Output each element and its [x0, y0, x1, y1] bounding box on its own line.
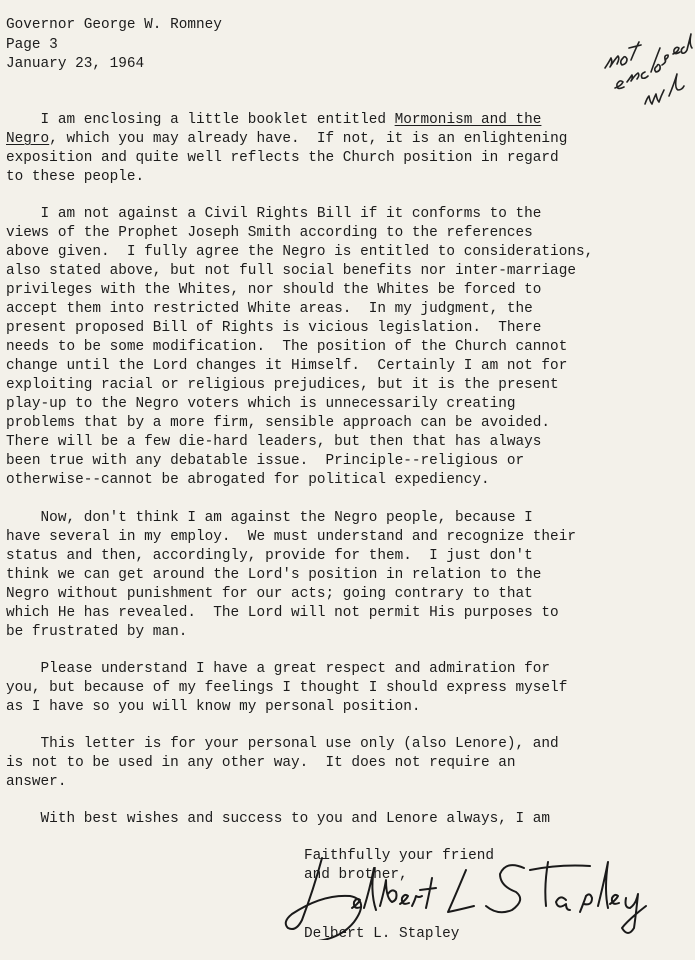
- p1-line-2: [6, 130, 567, 149]
- p2-line-14: been true with any debatable issue. Principle--religious or: [6, 453, 525, 469]
- p1-line-3: exposition and quite well reflects the Church position in regard: [6, 150, 559, 166]
- p2-line-9: change until the Lord changes it Himself. Certainly I am not for: [6, 358, 568, 374]
- signature-text: Delbert L. Stapley: [280, 840, 291, 841]
- p3-line-1: Now, don't think I am against the Negro people, because I: [6, 510, 533, 526]
- p2-line-15: otherwise--cannot be abrogated for political expediency.: [6, 472, 490, 488]
- p2-line-11: play-up to the Negro voters which is unnecessarily creating: [6, 396, 516, 412]
- p3-line-6: which He has revealed. The Lord will not permit His purposes to: [6, 605, 559, 621]
- handwritten-signature: [280, 840, 670, 940]
- p1-line-1-text: I am enclosing a little booklet entitled: [6, 112, 395, 128]
- handwritten-margin-note: [585, 0, 695, 120]
- letter-date: January 23, 1964: [6, 56, 145, 72]
- p1-line-1: [6, 111, 541, 130]
- p2-line-2: views of the Prophet Joseph Smith according to the references: [6, 225, 533, 241]
- p2-line-7: present proposed Bill of Rights is vicious legislation. There: [6, 320, 542, 336]
- p4-line-3: as I have so you will know my personal position.: [6, 699, 421, 715]
- p5-line-1: This letter is for your personal use only (also Lenore), and: [6, 736, 559, 752]
- p3-line-4: think we can get around the Lord's position in relation to the: [6, 567, 542, 583]
- p5-line-2: is not to be used in any other way. It does not require an: [6, 755, 516, 771]
- p3-line-3: status and then, accordingly, provide for them. I just don't: [6, 548, 533, 564]
- booklet-title-1: Mormonism and the: [394, 112, 542, 128]
- p2-line-4: also stated above, but not full social benefits nor inter-marriage: [6, 263, 576, 279]
- p2-line-13: There will be a few die-hard leaders, but then that has always: [6, 434, 542, 450]
- p2-line-8: needs to be some modification. The position of the Church cannot: [6, 339, 568, 355]
- margin-note-text: not enclosed wd: [585, 0, 595, 1]
- p4-line-1: Please understand I have a great respect and admiration for: [6, 661, 551, 677]
- p3-line-7: be frustrated by man.: [6, 624, 188, 640]
- p3-line-2: have several in my employ. We must understand and recognize their: [6, 529, 576, 545]
- closing-line-1: Faithfully your friend: [304, 848, 494, 864]
- p6-line-1: With best wishes and success to you and Lenore always, I am: [6, 811, 551, 827]
- p2-line-12: problems that by a more firm, sensible approach can be avoided.: [6, 415, 551, 431]
- p2-line-10: exploiting racial or religious prejudices, but it is the present: [6, 377, 559, 393]
- p1-line-4: to these people.: [6, 169, 145, 185]
- addressee: Governor George W. Romney: [6, 17, 222, 33]
- booklet-title-2: Negro: [6, 131, 50, 147]
- p2-line-3: above given. I fully agree the Negro is entitled to considerations,: [6, 244, 594, 260]
- p3-line-5: Negro without punishment for our acts; going contrary to that: [6, 586, 533, 602]
- signer-name: Delbert L. Stapley: [304, 926, 460, 942]
- p2-line-1: I am not against a Civil Rights Bill if it conforms to the: [6, 206, 542, 222]
- closing-line-2: and brother,: [304, 867, 408, 883]
- p5-line-3: answer.: [6, 774, 67, 790]
- p2-line-5: privileges with the Whites, nor should the Whites be forced to: [6, 282, 542, 298]
- p2-line-6: accept them into restricted White areas. In my judgment, the: [6, 301, 533, 317]
- p4-line-2: you, but because of my feelings I thought I should express myself: [6, 680, 568, 696]
- p1-line-2-rest: , which you may already have. If not, it is an enlightening: [49, 131, 568, 147]
- page-number: Page 3: [6, 37, 58, 53]
